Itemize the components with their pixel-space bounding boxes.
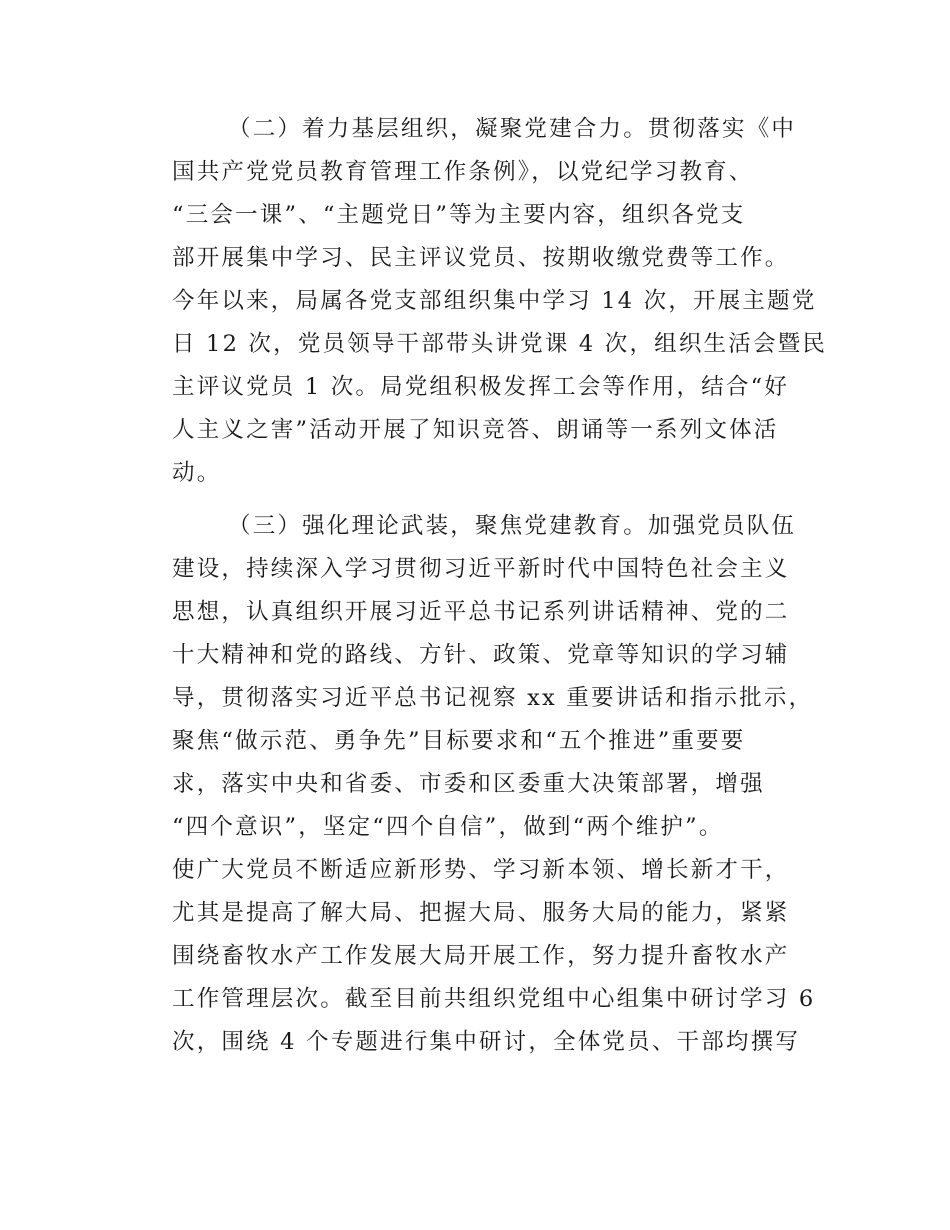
paragraph-basic-organization — [172, 108, 828, 495]
paragraph-line: 国共产党党员教育管理工作条例》，以党纪学习教育、 — [172, 159, 754, 185]
paragraph-line: 聚焦“做示范、勇争先”目标要求和“五个推进”重要要 — [172, 728, 746, 754]
paragraph-line: （二）着力基层组织，凝聚党建合力。贯彻落实《中 — [228, 116, 797, 142]
paragraph-line: 工作管理层次。截至目前共组织党组中心组集中研讨学习 6 — [172, 986, 816, 1012]
paragraph-line: 今年以来，局属各党支部组织集中学习 14 次，开展主题党 — [172, 288, 817, 314]
paragraph-line: 主评议党员 1 次。局党组积极发挥工会等作用，结合“好 — [172, 374, 790, 400]
paragraph-line: “四个意识”，坚定“四个自信”，做到“两个维护”。 — [172, 814, 724, 840]
paragraph-line: 日 12 次，党员领导干部带头讲党课 4 次，组织生活会暨民 — [172, 331, 828, 357]
paragraph-line: 部开展集中学习、民主评议党员、按期收缴党费等工作。 — [172, 245, 790, 271]
paragraph-line: 尤其是提高了解大局、把握大局、服务大局的能力，紧紧 — [172, 900, 790, 926]
paragraph-line: 导，贯彻落实习近平总书记视察 xx 重要讲话和指示批示， — [172, 685, 814, 711]
paragraph-line: 使广大党员不断适应新形势、学习新本领、增长新才干， — [172, 857, 790, 883]
paragraph-line: 建设，持续深入学习贯彻习近平新时代中国特色社会主义 — [172, 556, 790, 582]
paragraph-line: 次，围绕 4 个专题进行集中研讨，全体党员、干部均撰写 — [172, 1029, 801, 1055]
paragraph-line: 人主义之害”活动开展了知识竞答、朗诵等一系列文体活 — [172, 417, 779, 443]
paragraph-line: 十大精神和党的路线、方针、政策、党章等知识的学习辅 — [172, 642, 790, 668]
paragraph-line: 思想，认真组织开展习近平总书记系列讲话精神、党的二 — [172, 599, 790, 625]
paragraph-line: 求，落实中央和省委、市委和区委重大决策部署，增强 — [172, 771, 765, 797]
paragraph-line: 动。 — [172, 460, 222, 486]
paragraph-theory-education — [172, 505, 816, 1064]
paragraph-line: （三）强化理论武装，聚焦党建教育。加强党员队伍 — [228, 513, 797, 539]
paragraph-line: 围绕畜牧水产工作发展大局开展工作，努力提升畜牧水产 — [172, 943, 790, 969]
paragraph-line: “三会一课”、“主题党日”等为主要内容，组织各党支 — [172, 202, 746, 228]
